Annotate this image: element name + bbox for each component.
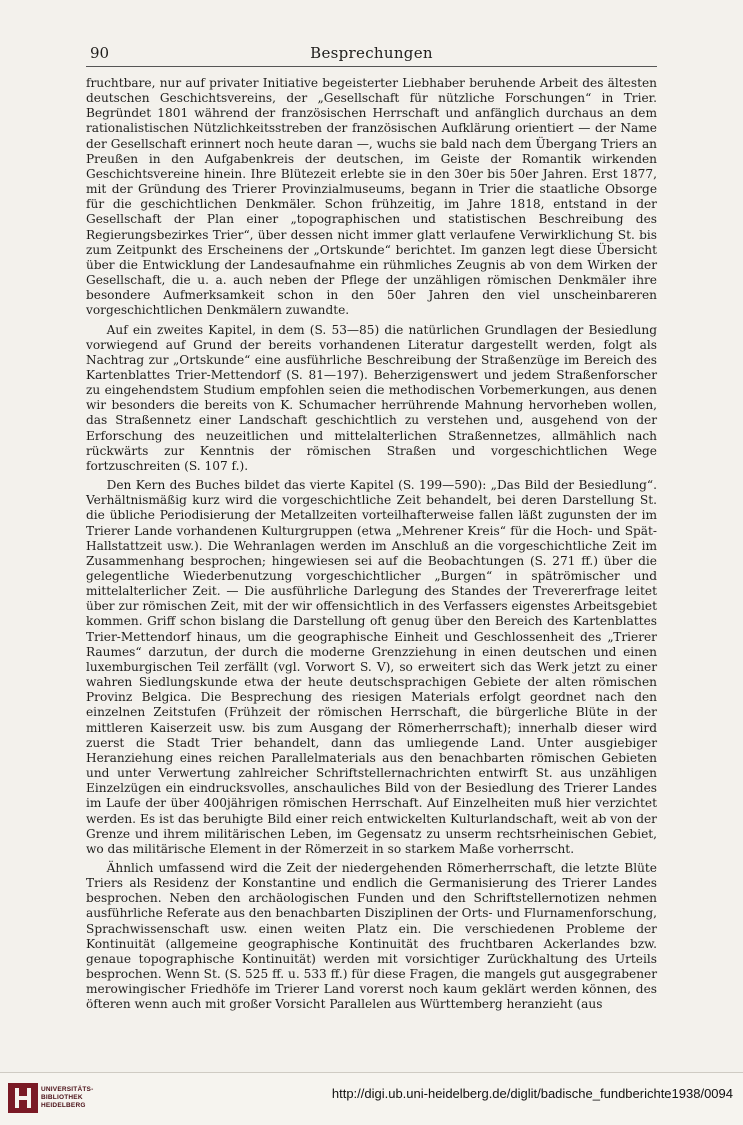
review-text [86, 76, 657, 1017]
university-library-logo [8, 1081, 98, 1117]
paragraph-4: Ähnlich umfassend wird die Zeit der niedergehenden Römerherrschaft, die letzte Blüte Triers als Residenz der Konstantine und endlich die Germanisierung des Trierer Landes besprochen. Neben den archäologischen Funden und den Schriftstellernotizen nehmen ausführliche Referate aus den benachbarten Disziplinen der Orts- und Flurnamenforschung, Sprachwissenschaft usw. einen weiten Platz ein. Die verschiedenen Probleme der Kontinuität (allgemeine geographische Kontinuität des fruchtbaren Ackerlandes bzw. genaue topographische Kontinuität) werden mit vorsichtiger Zurückhaltung des Urteils besprochen. Wenn St. (S. 525 ff. u. 533 ff.) für diese Fragen, die mangels gut ausgegrabener merowingischer Friedhöfe im Trierer Land vorerst noch kaum geklärt werden können, des öfteren wenn auch mit großer Vorsicht Parallelen aus Württemberg heranzieht (aus [86, 860, 657, 1012]
logo-text: UNIVERSITÄTS- BIBLIOTHEK HEIDELBERG [41, 1086, 94, 1109]
running-title: Besprechungen [310, 44, 433, 62]
paragraph-3: Den Kern des Buches bildet das vierte Kapitel (S. 199—590): „Das Bild der Besiedlung“. Verhältnismäßig kurz wird die vorgeschichtliche Zeit behandelt, bei deren Darstellung St. die übliche Periodisierung der Metallzeiten vorteilhafterweise fallen läßt zugunsten der im Trierer Lande vorhandenen Kulturgruppen (etwa „Mehrener Kreis“ für die Hoch- und Spät-Hallstattzeit usw.). Die Wehranlagen werden im Anschluß an die vorgeschichtliche Zeit im Zusammenhang besprochen; hingewiesen sei auf die Beobachtungen (S. 271 ff.) über die gelegentliche Wiederbenutzung vorgeschichtlicher „Burgen“ in spätrömischer und mittelalterlicher Zeit. — Die ausführliche Darlegung des Standes der Trevererfrage leitet über zur römischen Zeit, mit der wir offensichtlich in des Verfassers eigenstes Arbeitsgebiet kommen. Griff schon bislang die Darstellung oft genug über den Bereich des Kartenblattes Trier-Mettendorf hinaus, um die geographische Einheit und Geschlossenheit des „Trierer Raumes“ darzutun, der durch die moderne Grenzziehung in einen deutschen und einen luxemburgischen Teil zerfällt (vgl. Vorwort S. V), so erweitert sich das Werk jetzt zu einer wahren Siedlungskunde etwa der heute deutschsprachigen Gebiete der alten römischen Provinz Belgica. Die Besprechung des riesigen Materials erfolgt geordnet nach den einzelnen Zeitstufen (Frühzeit der römischen Herrschaft, die bürgerliche Blüte in der mittleren Kaiserzeit usw. bis zum Ausgang der Römerherrschaft); innerhalb dieser wird zuerst die Stadt Trier behandelt, dann das umliegende Land. Unter ausgiebiger Heranziehung eines reichen Parallelmaterials aus den benachbarten römischen Gebieten und unter Verwertung zahlreicher Schriftstellernachrichten entwirft St. aus unzähligen Einzelzügen ein eindrucksvolles, anschauliches Bild von der Besiedlung des Trierer Landes im Laufe der über 400jährigen römischen Herrschaft. Auf Einzelheiten muß hier verzichtet werden. Es ist das beruhigte Bild einer reich entwickelten Kulturlandschaft, weit ab von der Grenze und ihrem militärischen Leben, im Gegensatz zu unserm rechtsrheinischen Gebiet, wo das militärische Element in der Römerzeit in so starkem Maße vorherrscht. [86, 478, 657, 856]
paragraph-2: Auf ein zweites Kapitel, in dem (S. 53—85) die natürlichen Grundlagen der Besiedlung vorwiegend auf Grund der bereits vorhandenen Literatur dargestellt werden, folgt als Nachtrag zur „Ortskunde“ eine ausführliche Beschreibung der Straßenzüge im Bereich des Kartenblattes Trier-Mettendorf (S. 81—197). Beherzigenswert und jedem Straßenforscher zu eingehendstem Studium empfohlen seien die methodischen Vorbemerkungen, aus denen wir besonders die bereits von K. Schumacher herrührende Mahnung hervorheben wollen, das Straßennetz einer Landschaft geschichtlich zu verstehen und, ausgehend von der Erforschung des neuzeitlichen und mittelalterlichen Straßennetzes, allmählich nach rückwärts zur Kenntnis der römischen Straßen und vorgeschichtlichen Wege fortzuschreiten (S. 107 f.). [86, 322, 657, 473]
header-rule [86, 66, 657, 67]
page-number: 90 [90, 44, 110, 62]
library-footer [0, 1072, 743, 1125]
library-seal-icon [8, 1083, 38, 1113]
paragraph-1: fruchtbare, nur auf privater Initiative begeisterter Liebhaber beruhende Arbeit des ältesten deutschen Geschichtsvereins, der „Gesellschaft für nützliche Forschungen“ in Trier. Begründet 1801 während der französischen Herrschaft und anfänglich durchaus an dem rationalistischen Nützlichkeitsstreben der französischen Aufklärung orientiert — der Name der Gesellschaft erinnert noch heute daran —, wuchs sie bald nach dem Übergang Triers an Preußen in den Aufgabenkreis der deutschen, im Geiste der Romantik wirkenden Geschichtsvereine hinein. Ihre Blütezeit erlebte sie in den 30er bis 50er Jahren. Erst 1877, mit der Gründung des Trierer Provinzialmuseums, begann in Trier die staatliche Obsorge für die geschichtlichen Denkmäler. Schon frühzeitig, im Jahre 1818, entstand in der Gesellschaft der Plan einer „topographischen und statistischen Beschreibung des Regierungsbezirkes Trier“, über dessen nicht immer glatt verlaufene Verwirklichung St. bis zum Zeitpunkt des Erscheinens der „Ortskunde“ berichtet. Im ganzen legt diese Übersicht über die Entwicklung der Landesaufnahme ein rühmliches Zeugnis ab von dem Wirken der Gesellschaft, die u. a. auch neben der Pflege der unzähligen römischen Denkmäler ihre besondere Aufmerksamkeit schon in den 50er Jahren den viel unscheinbareren vorgeschichtlichen Denkmälern zuwandte. [86, 76, 657, 318]
page-header [86, 44, 657, 64]
permalink-url[interactable]: http://digi.ub.uni-heidelberg.de/diglit/badische_fundberichte1938/0094 [331, 1086, 733, 1101]
